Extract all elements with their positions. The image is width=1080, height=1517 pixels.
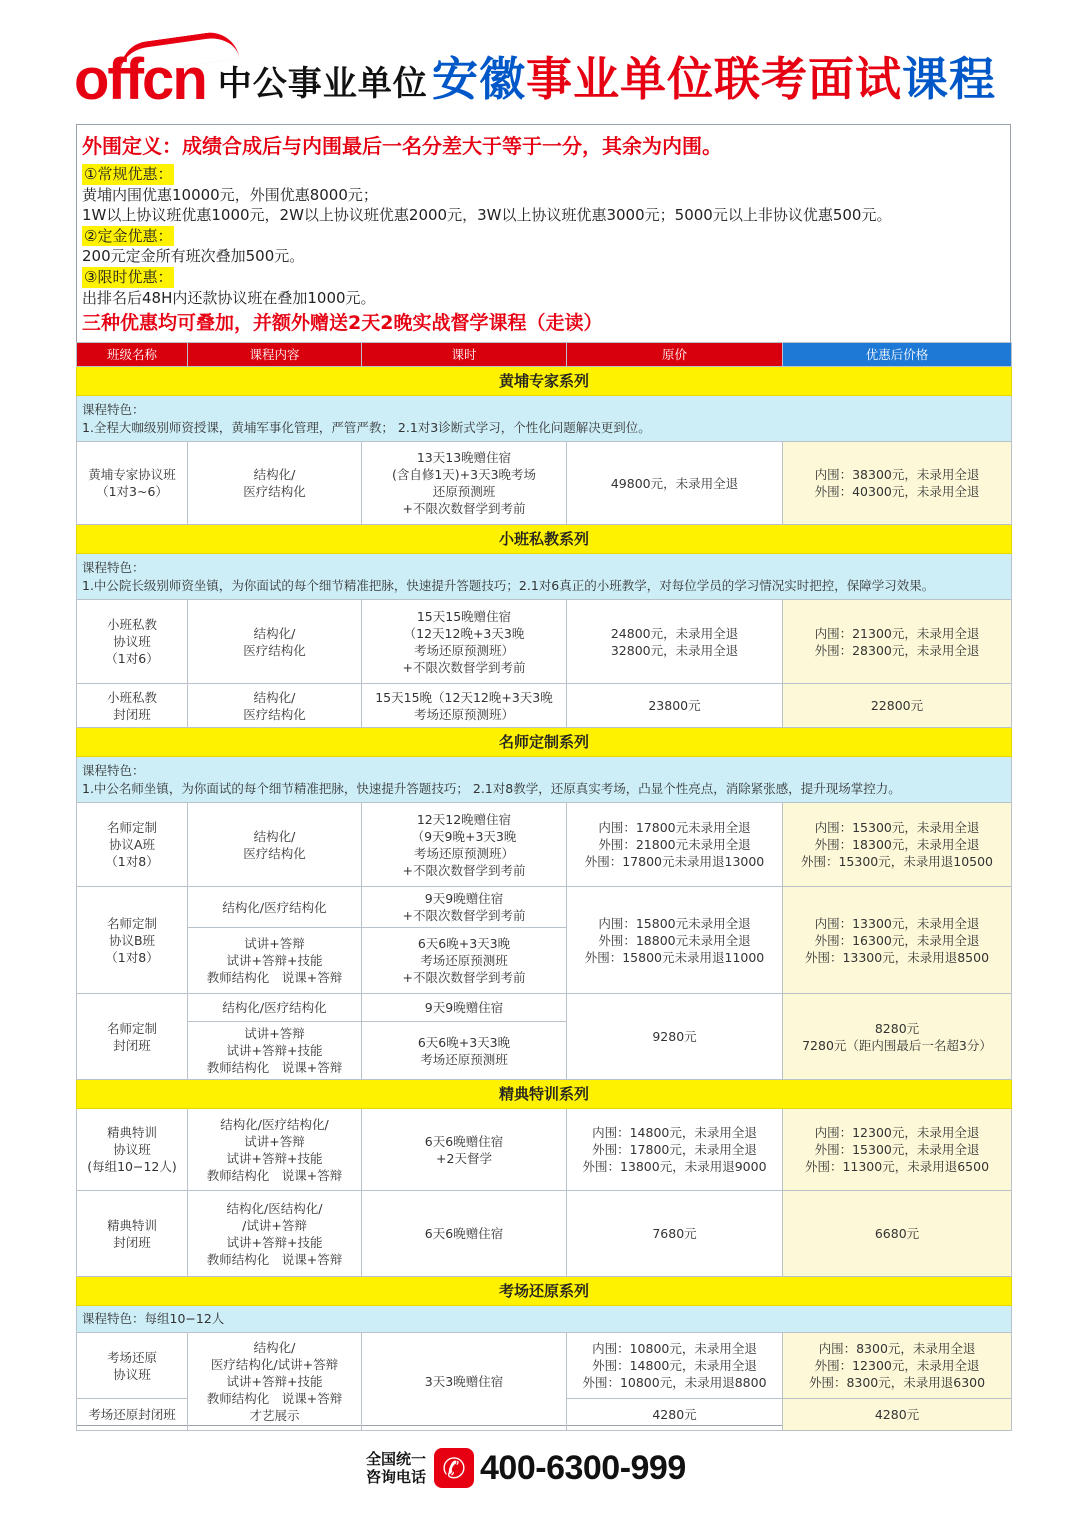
original-price-cell: 内围：15800元未录用全退 外围：18800元未录用全退 外围：15800元未录用退11000 <box>567 887 783 994</box>
table-row <box>77 994 1012 1022</box>
hours-cell: 6天6晚赠住宿 <box>362 1191 567 1277</box>
offcn-logo <box>74 48 428 112</box>
stacking-note: 三种优惠均可叠加，并额外赠送2天2晚实战督学课程（走读） <box>82 312 603 335</box>
table-row <box>77 1191 1012 1277</box>
footer-contact <box>366 1446 686 1490</box>
table-header-row <box>77 343 1012 367</box>
table-row <box>77 600 1012 684</box>
hours-cell: 15天15晚赠住宿 （12天12晚+3天3晚 考场还原预测班） +不限次数督学到考前 <box>362 600 567 684</box>
original-price-cell: 49800元，未录用全退 <box>567 442 783 525</box>
class-name-cell: 小班私教 封闭班 <box>77 684 188 728</box>
features-huangpu: 课程特色： 1.全程大咖级别师资授课，黄埔军事化管理，严管严教； 2.1对3诊断式学习，个性化问题解决更到位。 <box>77 396 1012 442</box>
content-cell: 结构化/医疗结构化 <box>188 994 362 1022</box>
series-title-huangpu: 黄埔专家系列 <box>77 367 1012 396</box>
promo-section <box>82 132 1007 336</box>
content-cell: 结构化/医结构化/ /试讲+答辩 试讲+答辩+技能 教师结构化 说课+答辩 <box>188 1191 362 1277</box>
series-title-mingshi: 名师定制系列 <box>77 728 1012 757</box>
discount-price-cell: 内围：8300元，未录用全退 外围：12300元，未录用全退 外围：8300元，未录用退6300 <box>783 1333 1012 1399</box>
content-cell: 结构化/ 医疗结构化 <box>188 600 362 684</box>
hours-cell: 15天15晚（12天12晚+3天3晚 考场还原预测班） <box>362 684 567 728</box>
table-row <box>77 442 1012 525</box>
table-row <box>77 803 1012 887</box>
content-cell: 试讲+答辩 试讲+答辩+技能 教师结构化 说课+答辩 <box>188 928 362 994</box>
table-row <box>77 684 1012 728</box>
col-header-original-price: 原价 <box>567 343 783 367</box>
class-name-cell: 名师定制 协议B班 （1对8） <box>77 887 188 994</box>
phone-icon: ✆ <box>434 1448 474 1488</box>
original-price-cell: 内围：14800元，未录用全退 外围：17800元，未录用全退 外围：13800元，未录用退9000 <box>567 1109 783 1191</box>
hours-cell: 9天9晚赠住宿 <box>362 994 567 1022</box>
original-price-cell: 9280元 <box>567 994 783 1080</box>
regular-discount-label: ①常规优惠： <box>84 165 173 183</box>
content-cell: 试讲+答辩 试讲+答辩+技能 教师结构化 说课+答辩 <box>188 1022 362 1080</box>
discount-price-cell: 6680元 <box>783 1191 1012 1277</box>
hours-cell: 3天3晚赠住宿 <box>362 1333 567 1431</box>
content-cell: 结构化/ 医疗结构化 <box>188 684 362 728</box>
class-name-cell: 名师定制 协议A班 （1对8） <box>77 803 188 887</box>
original-price-cell: 23800元 <box>567 684 783 728</box>
col-header-discount-price: 优惠后价格 <box>783 343 1012 367</box>
table-row <box>77 1109 1012 1191</box>
hours-cell: 6天6晚赠住宿 +2天督学 <box>362 1109 567 1191</box>
discount-price-cell: 22800元 <box>783 684 1012 728</box>
page-title: 安徽事业单位联考面试课程 <box>432 52 996 106</box>
logo-wordmark: offcn <box>74 51 206 109</box>
hours-cell: 13天13晚赠住宿 (含自修1天)+3天3晚考场 还原预测班 +不限次数督学到考前 <box>362 442 567 525</box>
discount-price-cell: 内围：38300元，未录用全退 外围：40300元，未录用全退 <box>783 442 1012 525</box>
original-price-cell: 24800元，未录用全退 32800元，未录用全退 <box>567 600 783 684</box>
limited-discount-line: 出排名后48H内还款协议班在叠加1000元。 <box>82 288 376 307</box>
col-header-hours: 课时 <box>362 343 567 367</box>
content-cell: 结构化/ 医疗结构化 <box>188 442 362 525</box>
hours-cell: 6天6晚+3天3晚 考场还原预测班 +不限次数督学到考前 <box>362 928 567 994</box>
hours-cell: 6天6晚+3天3晚 考场还原预测班 <box>362 1022 567 1080</box>
discount-price-cell: 内围：21300元，未录用全退 外围：28300元，未录用全退 <box>783 600 1012 684</box>
discount-price-cell: 内围：12300元，未录用全退 外围：15300元，未录用全退 外围：11300元，未录用退6500 <box>783 1109 1012 1191</box>
limited-discount-label: ③限时优惠： <box>84 267 173 286</box>
deposit-discount-line: 200元定金所有班次叠加500元。 <box>82 247 305 266</box>
class-name-cell: 精典特训 协议班 (每组10−12人) <box>77 1109 188 1191</box>
hotline-number[interactable]: 400-6300-999 <box>480 1448 686 1487</box>
col-header-class-name: 班级名称 <box>77 343 188 367</box>
features-kaochang: 课程特色：每组10−12人 <box>77 1306 1012 1333</box>
content-cell: 结构化/医疗结构化/ 试讲+答辩 试讲+答辩+技能 教师结构化 说课+答辩 <box>188 1109 362 1191</box>
series-title-kaochang: 考场还原系列 <box>77 1277 1012 1306</box>
hours-cell: 12天12晚赠住宿 （9天9晚+3天3晚 考场还原预测班） +不限次数督学到考前 <box>362 803 567 887</box>
original-price-cell: 7680元 <box>567 1191 783 1277</box>
features-mingshi: 课程特色： 1.中公名师坐镇，为你面试的每个细节精准把脉，快速提升答题技巧； 2.1对8教学，还原真实考场，凸显个性亮点，消除紧张感，提升现场掌控力。 <box>77 757 1012 803</box>
class-name-cell: 考场还原 协议班 <box>77 1333 188 1399</box>
content-cell: 结构化/医疗结构化 <box>188 887 362 928</box>
hotline-label: 全国统一 咨询电话 <box>366 1450 427 1486</box>
series-title-jingdian: 精典特训系列 <box>77 1080 1012 1109</box>
original-price-cell: 内围：10800元，未录用全退 外围：14800元，未录用全退 外围：10800元，未录用退8800 <box>567 1333 783 1399</box>
outer-definition: 外围定义：成绩合成后与内围最后一名分差大于等于一分，其余为内围。 <box>82 134 722 158</box>
col-header-content: 课程内容 <box>188 343 362 367</box>
table-row <box>77 887 1012 928</box>
table-row <box>77 1333 1012 1399</box>
class-name-cell: 小班私教 协议班 （1对6） <box>77 600 188 684</box>
discount-price-cell: 内围：13300元，未录用全退 外围：16300元，未录用全退 外围：13300元，未录用退8500 <box>783 887 1012 994</box>
regular-discount-line2: 1W以上协议班优惠1000元，2W以上协议班优惠2000元，3W以上协议班优惠3000元；5000元以上非协议优惠500元。 <box>82 206 892 225</box>
header <box>0 0 1080 120</box>
features-xiaoban: 课程特色： 1.中公院长级别师资坐镇，为你面试的每个细节精准把脉，快速提升答题技巧；2.1对6真正的小班教学，对每位学员的学习情况实时把控，保障学习效果。 <box>77 554 1012 600</box>
original-price-cell: 内围：17800元未录用全退 外围：21800元未录用全退 外围：17800元未录用退13000 <box>567 803 783 887</box>
class-name-cell: 黄埔专家协议班 （1对3~6） <box>77 442 188 525</box>
class-name-cell: 名师定制 封闭班 <box>77 994 188 1080</box>
logo-cn-text: 中公事业单位 <box>217 63 428 104</box>
class-name-cell: 考场还原封闭班 <box>77 1399 188 1431</box>
hours-cell: 9天9晚赠住宿 +不限次数督学到考前 <box>362 887 567 928</box>
content-cell: 结构化/ 医疗结构化 <box>188 803 362 887</box>
class-name-cell: 精典特训 封闭班 <box>77 1191 188 1277</box>
deposit-discount-label: ②定金优惠： <box>84 226 173 245</box>
regular-discount-line1: 黄埔内围优惠10000元，外围优惠8000元； <box>82 185 378 204</box>
original-price-cell: 4280元 <box>567 1399 783 1431</box>
discount-price-cell: 内围：15300元，未录用全退 外围：18300元，未录用全退 外围：15300元，未录用退10500 <box>783 803 1012 887</box>
discount-price-cell: 8280元 7280元（距内围最后一名超3分） <box>783 994 1012 1080</box>
series-title-xiaoban: 小班私教系列 <box>77 525 1012 554</box>
content-cell: 结构化/ 医疗结构化/试讲+答辩 试讲+答辩+技能 教师结构化 说课+答辩 才艺展示 <box>188 1333 362 1431</box>
discount-price-cell: 4280元 <box>783 1399 1012 1431</box>
course-table <box>76 342 1012 1431</box>
